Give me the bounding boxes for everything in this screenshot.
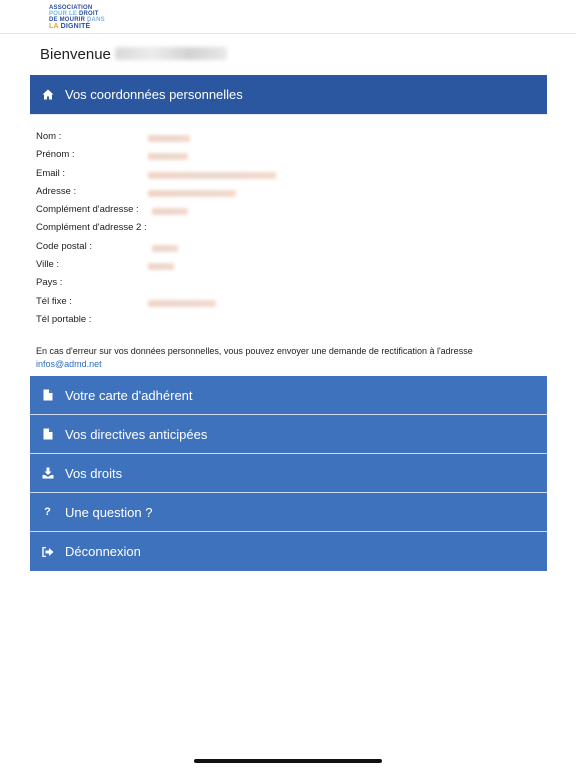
- download-icon: [30, 467, 65, 479]
- field-label: Adresse :: [36, 185, 77, 197]
- file-icon: [30, 428, 65, 440]
- redacted-value: [148, 135, 190, 142]
- field-complement-adresse: [36, 204, 147, 222]
- field-pays: [36, 277, 147, 295]
- menu-item-deconnexion[interactable]: [30, 532, 547, 571]
- question-icon: ?: [44, 506, 51, 518]
- logo-line-2: POUR LE DROIT: [49, 11, 99, 17]
- menu-item-vos-droits[interactable]: [30, 454, 547, 493]
- file-icon: [30, 389, 65, 401]
- redacted-value: [148, 172, 276, 179]
- field-label: Code postal :: [36, 240, 92, 252]
- field-nom: [36, 131, 147, 149]
- field-label: Complément d'adresse 2 :: [36, 222, 147, 234]
- welcome-label: Bienvenue: [40, 46, 111, 63]
- redacted-value: [152, 208, 188, 215]
- profile-fields: [36, 131, 147, 332]
- profile-panel-header[interactable]: [30, 75, 547, 114]
- top-bar: [0, 0, 576, 34]
- field-email: [36, 168, 147, 186]
- redacted-value: [152, 245, 178, 252]
- field-tel-fixe: [36, 296, 147, 314]
- logout-icon: [30, 547, 65, 557]
- field-label: Tél portable :: [36, 313, 92, 325]
- menu-item-directives-anticipees[interactable]: [30, 415, 547, 454]
- welcome-greeting: [40, 46, 227, 63]
- menu-item-carte-adherent[interactable]: [30, 376, 547, 415]
- field-label: Prénom :: [36, 149, 75, 161]
- field-ville: [36, 259, 147, 277]
- menu-item-label: Déconnexion: [65, 544, 141, 559]
- field-label: Ville :: [36, 259, 60, 271]
- menu-item-une-question[interactable]: [30, 493, 547, 532]
- logo-line-1: ASSOCIATION: [49, 5, 93, 11]
- menu-item-label: Une question ?: [65, 504, 153, 520]
- field-label: Tél fixe :: [36, 295, 72, 307]
- rectification-notice: [36, 345, 541, 371]
- field-prenom: [36, 149, 147, 167]
- home-indicator[interactable]: [194, 759, 382, 763]
- field-label: Complément d'adresse :: [36, 204, 139, 216]
- redacted-value: [148, 190, 236, 197]
- field-code-postal: [36, 241, 147, 259]
- field-label: Nom :: [36, 131, 62, 142]
- menu-item-label: Vos directives anticipées: [65, 426, 208, 442]
- profile-panel-body: [30, 114, 547, 376]
- admd-logo[interactable]: [49, 5, 111, 29]
- field-tel-portable: [36, 314, 147, 332]
- redacted-value: [148, 263, 174, 270]
- logo-line-4: LA DIGNITÉ: [49, 23, 91, 30]
- home-icon: [30, 89, 65, 100]
- notice-text: En cas d'erreur sur vos données personnelles, vous pouvez envoyer une demande de rectification à l'adresse: [36, 346, 473, 356]
- redacted-value: [148, 300, 216, 307]
- redacted-user-name: [115, 47, 227, 60]
- account-menu: [30, 376, 547, 571]
- profile-panel-title: Vos coordonnées personnelles: [65, 87, 243, 102]
- redacted-value: [148, 153, 188, 160]
- contact-email-link[interactable]: infos@admd.net: [36, 359, 102, 369]
- logo-line-3: DE MOURIR DANS: [49, 17, 105, 23]
- menu-item-label: Vos droits: [65, 465, 123, 481]
- field-adresse: [36, 186, 147, 204]
- field-label: Pays :: [36, 277, 63, 289]
- menu-item-label: Votre carte d'adhérent: [65, 387, 193, 403]
- field-label: Email :: [36, 167, 66, 179]
- field-complement-adresse-2: [36, 222, 147, 240]
